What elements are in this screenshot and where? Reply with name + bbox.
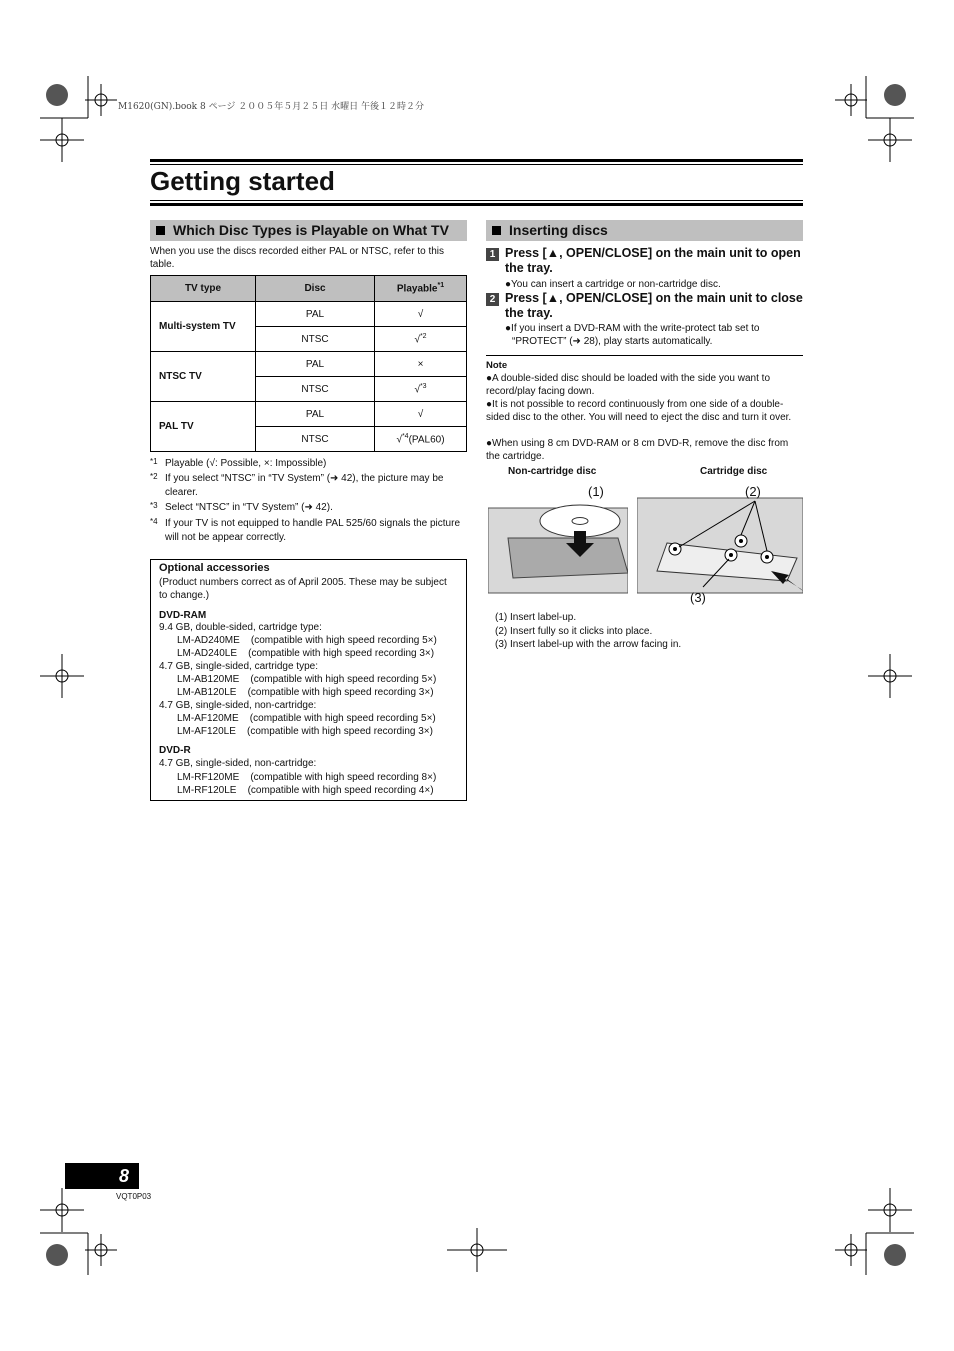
- footnote-mark: *4: [150, 517, 158, 526]
- cell-playable-mark: *4: [401, 432, 409, 440]
- note-divider: [486, 355, 803, 356]
- step-2-bullet: ●If you insert a DVD-RAM with the write-protect tab set to: [505, 323, 760, 334]
- accessories-item: 4.7 GB, single-sided, non-cartridge:: [159, 758, 317, 769]
- cell-disc: PAL: [256, 302, 375, 327]
- accessories-item: LM-AB120ME (compatible with high speed recording 5×): [177, 674, 437, 685]
- footnote: [150, 457, 465, 471]
- accessories-item: LM-AB120LE (compatible with high speed recording 3×): [177, 687, 434, 698]
- title-rule-bottom: [150, 203, 803, 206]
- accessories-title: Optional accessories: [159, 562, 270, 574]
- note-item: ●It is not possible to record continuously from one side of a double-sided disc to the other. You will need to eject the disc and turn it over.: [486, 399, 792, 423]
- step-1: [486, 246, 803, 276]
- row-tv-multi: Multi-system TV: [151, 302, 256, 352]
- cell-playable: ×: [375, 352, 467, 377]
- step-1-bullet: ●You can insert a cartridge or non-cartridge disc.: [505, 279, 721, 290]
- section-heading-text: Which Disc Types is Playable on What TV: [173, 222, 449, 238]
- section-heading-inserting: [486, 220, 803, 241]
- footnote-mark: *1: [150, 457, 158, 466]
- cell-playable: [375, 377, 467, 402]
- accessories-dvdr-heading: DVD-R: [159, 745, 191, 756]
- cell-playable-symbol: √: [396, 434, 402, 446]
- callout-1: (1): [588, 484, 604, 499]
- callout-3: (3): [690, 590, 706, 605]
- cell-playable: [375, 327, 467, 352]
- cell-playable-suffix: (PAL60): [408, 434, 445, 446]
- row-tv-ntsc: NTSC TV: [151, 352, 256, 402]
- step-number: 1: [486, 248, 499, 261]
- cell-disc: NTSC: [256, 427, 375, 452]
- title-rule-top-thin: [150, 164, 803, 165]
- title-rule-top: [150, 159, 803, 162]
- accessories-note: to change.): [159, 590, 210, 601]
- footnote: [150, 501, 465, 515]
- accessories-item: LM-RF120LE (compatible with high speed recording 4×): [177, 785, 434, 796]
- accessories-item: 4.7 GB, single-sided, cartridge type:: [159, 661, 318, 672]
- accessories-item: 9.4 GB, double-sided, cartridge type:: [159, 622, 322, 633]
- footnote-text: Playable (√: Possible, ×: Impossible): [165, 458, 327, 469]
- note-heading: Note: [486, 360, 508, 371]
- optional-accessories-box: [150, 559, 467, 801]
- note-item: ●A double-sided disc should be loaded with the side you want to record/play facing down.: [486, 373, 771, 397]
- accessories-item: LM-AF120LE (compatible with high speed recording 3×): [177, 726, 433, 737]
- disc-compat-table: [150, 275, 467, 452]
- section-heading-text: Inserting discs: [509, 222, 608, 238]
- step-2-bullet: “PROTECT” (➜ 28), play starts automatically.: [512, 336, 713, 347]
- cell-disc: PAL: [256, 402, 375, 427]
- row-tv-pal: PAL TV: [151, 402, 256, 452]
- footnote: [150, 517, 465, 545]
- accessories-item: LM-AD240LE (compatible with high speed recording 3×): [177, 648, 435, 659]
- document-code: VQT0P03: [116, 1192, 152, 1201]
- accessories-note: (Product numbers correct as of April 2005. These may be subject: [159, 577, 447, 588]
- step-2: [486, 291, 803, 321]
- square-bullet-icon: [156, 226, 165, 235]
- cell-playable: √: [375, 302, 467, 327]
- file-header-info: M1620(GN).book 8 ページ ２００５年５月２５日 水曜日 午後１２時２分: [118, 102, 424, 112]
- cell-disc: NTSC: [256, 327, 375, 352]
- step-text: Press [▲, OPEN/CLOSE] on the main unit to open the tray.: [505, 246, 801, 275]
- step-text: Press [▲, OPEN/CLOSE] on the main unit to close the tray.: [505, 291, 803, 320]
- note-item: ●When using 8 cm DVD-RAM or 8 cm DVD-R, remove the disc from the cartridge.: [486, 438, 789, 462]
- step-number: 2: [486, 293, 499, 306]
- col-playable-mark: *1: [437, 282, 445, 290]
- cell-playable-mark: *2: [419, 332, 427, 340]
- page-number: 8: [65, 1163, 139, 1189]
- non-cartridge-illustration: [488, 483, 628, 595]
- title-rule-bottom-thin: [150, 200, 803, 201]
- col-tv-type: TV type: [151, 276, 256, 302]
- accessories-item: LM-RF120ME (compatible with high speed recording 8×): [177, 772, 437, 783]
- figure-label-cartridge: Cartridge disc: [700, 466, 768, 477]
- cell-playable-symbol: √: [414, 384, 420, 396]
- section-heading-disc-types: [150, 220, 467, 241]
- cell-playable: [375, 427, 467, 452]
- accessories-dvdram-heading: DVD-RAM: [159, 610, 207, 621]
- accessories-item: LM-AF120ME (compatible with high speed recording 5×): [177, 713, 436, 724]
- cell-disc: PAL: [256, 352, 375, 377]
- cell-playable-mark: *3: [419, 382, 427, 390]
- cell-playable-symbol: √: [414, 334, 420, 346]
- figure-caption: (1) Insert label-up.: [495, 612, 577, 623]
- callout-2: (2): [745, 484, 761, 499]
- figure-caption: (2) Insert fully so it clicks into place.: [495, 626, 653, 637]
- col-disc: Disc: [256, 276, 375, 302]
- figure-label-non-cartridge: Non-cartridge disc: [508, 466, 597, 477]
- page-title: Getting started: [150, 166, 335, 196]
- square-bullet-icon: [492, 226, 501, 235]
- cartridge-illustration: [637, 483, 803, 595]
- footnote-text: Select “NTSC” in “TV System” (➜ 42).: [165, 502, 333, 513]
- cell-playable: √: [375, 402, 467, 427]
- accessories-item: LM-AD240ME (compatible with high speed recording 5×): [177, 635, 437, 646]
- footnote-text: If your TV is not equipped to handle PAL 525/60 signals the picture will not be appear correctly.: [165, 518, 461, 543]
- footnote: [150, 472, 465, 500]
- accessories-item: 4.7 GB, single-sided, non-cartridge:: [159, 700, 317, 711]
- footnote-mark: *2: [150, 472, 158, 481]
- col-playable-label: Playable: [396, 283, 438, 295]
- figure-caption: (3) Insert label-up with the arrow facing in.: [495, 639, 682, 650]
- intro-text: When you use the discs recorded either PAL or NTSC, refer to this table.: [150, 246, 445, 270]
- col-playable: [375, 276, 467, 302]
- footnote-text: If you select “NTSC” in “TV System” (➜ 42), the picture may be clearer.: [165, 473, 444, 498]
- footnote-mark: *3: [150, 501, 158, 510]
- cell-disc: NTSC: [256, 377, 375, 402]
